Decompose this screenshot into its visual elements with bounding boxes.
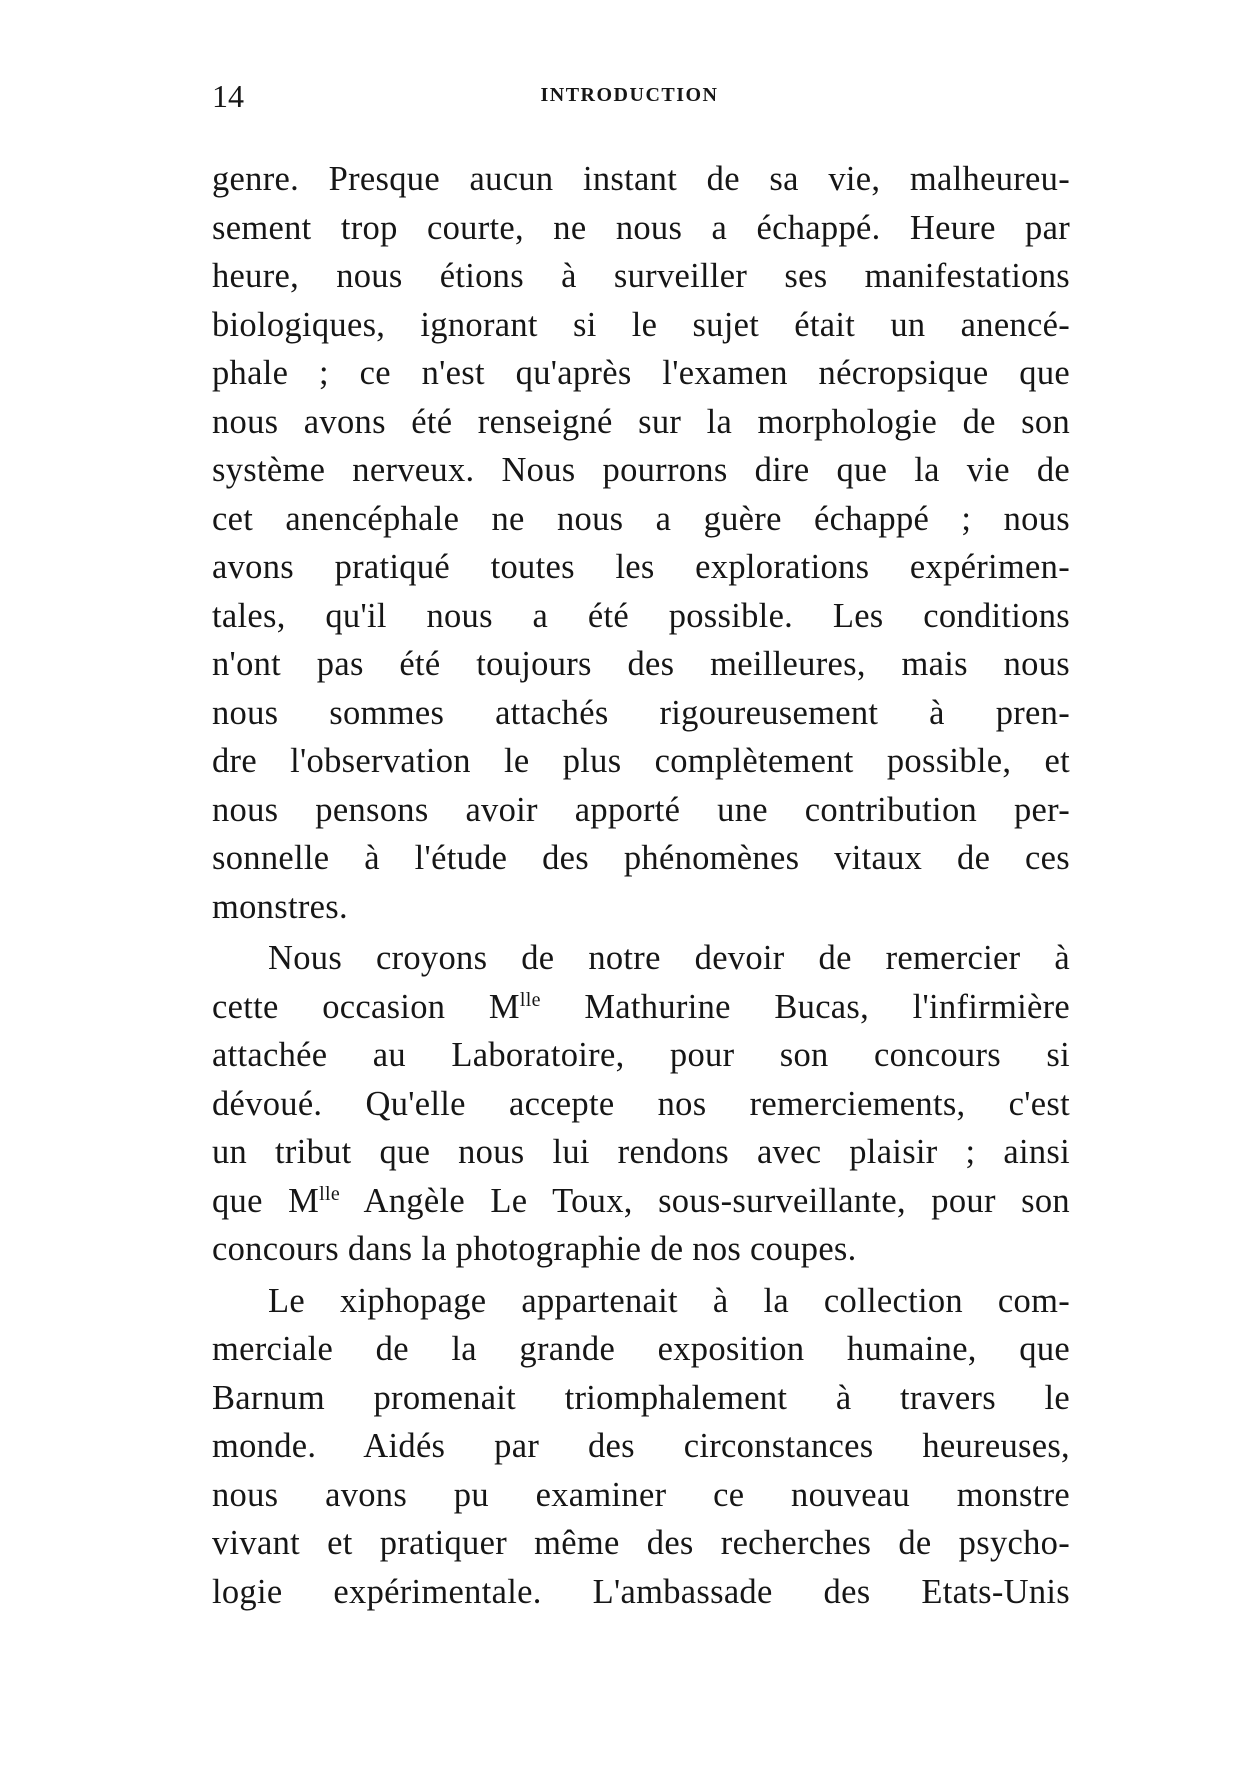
text-line: phale ; ce n'est qu'après l'examen nécropsique que [212, 354, 1070, 392]
text-line: nous sommes attachés rigoureusement à pren- [212, 693, 1070, 732]
text-line: sement trop courte, ne nous a échappé. Heure par [212, 208, 1070, 247]
text-line: sonnelle à l'étude des phénomènes vitaux de ces [212, 839, 1070, 877]
text-line: nous pensons avoir apporté une contribution per- [212, 790, 1070, 829]
text-line: heure, nous étions à surveiller ses manifestations [212, 257, 1070, 295]
text-fragment: Angèle Le Toux, sous-surveillante, pour son [340, 1181, 1070, 1220]
text-fragment: cette occasion M [212, 987, 520, 1026]
text-line: Nous croyons de notre devoir de remercier à [268, 939, 1070, 977]
text-line: nous avons été renseigné sur la morphologie de son [212, 402, 1070, 441]
text-line-with-title [212, 1177, 1070, 1226]
text-fragment: que M [212, 1181, 320, 1220]
text-line: n'ont pas été toujours des meilleures, mais nous [212, 645, 1070, 683]
text-line: système nerveux. Nous pourrons dire que la vie de [212, 451, 1070, 489]
text-line: genre. Presque aucun instant de sa vie, malheureu- [212, 160, 1070, 198]
text-line: Le xiphopage appartenait à la collection com- [268, 1281, 1070, 1320]
text-line: nous avons pu examiner ce nouveau monstre [212, 1475, 1070, 1514]
text-line: logie expérimentale. L'ambassade des Etats-Unis [212, 1572, 1070, 1611]
text-line-with-title [212, 983, 1070, 1032]
title-abbreviation: lle [519, 988, 541, 1011]
text-line: tales, qu'il nous a été possible. Les conditions [212, 596, 1070, 635]
text-line: vivant et pratiquer même des recherches de psycho- [212, 1524, 1070, 1562]
text-line: Barnum promenait triomphalement à travers le [212, 1378, 1070, 1417]
text-line: dévoué. Qu'elle accepte nos remerciements, c'est [212, 1084, 1070, 1123]
text-line: monde. Aidés par des circonstances heureuses, [212, 1427, 1070, 1465]
text-line: un tribut que nous lui rendons avec plaisir ; ainsi [212, 1133, 1070, 1171]
text-line: dre l'observation le plus complètement possible, et [212, 742, 1070, 780]
text-line: merciale de la grande exposition humaine, que [212, 1330, 1070, 1368]
title-abbreviation: lle [319, 1182, 340, 1205]
running-title: INTRODUCTION [540, 84, 719, 106]
text-line: concours dans la photographie de nos coupes. [212, 1230, 857, 1268]
text-line: avons pratiqué toutes les explorations expérimen- [212, 548, 1070, 586]
text-line: monstres. [212, 887, 348, 926]
text-fragment: Mathurine Bucas, l'infirmière [540, 987, 1070, 1026]
text-line: biologiques, ignorant si le sujet était un anencé- [212, 305, 1070, 344]
body-text [212, 155, 1070, 1616]
text-line: cet anencéphale ne nous a guère échappé ; nous [212, 499, 1070, 538]
page-number: 14 [212, 78, 244, 114]
text-line: attachée au Laboratoire, pour son concours si [212, 1036, 1070, 1074]
